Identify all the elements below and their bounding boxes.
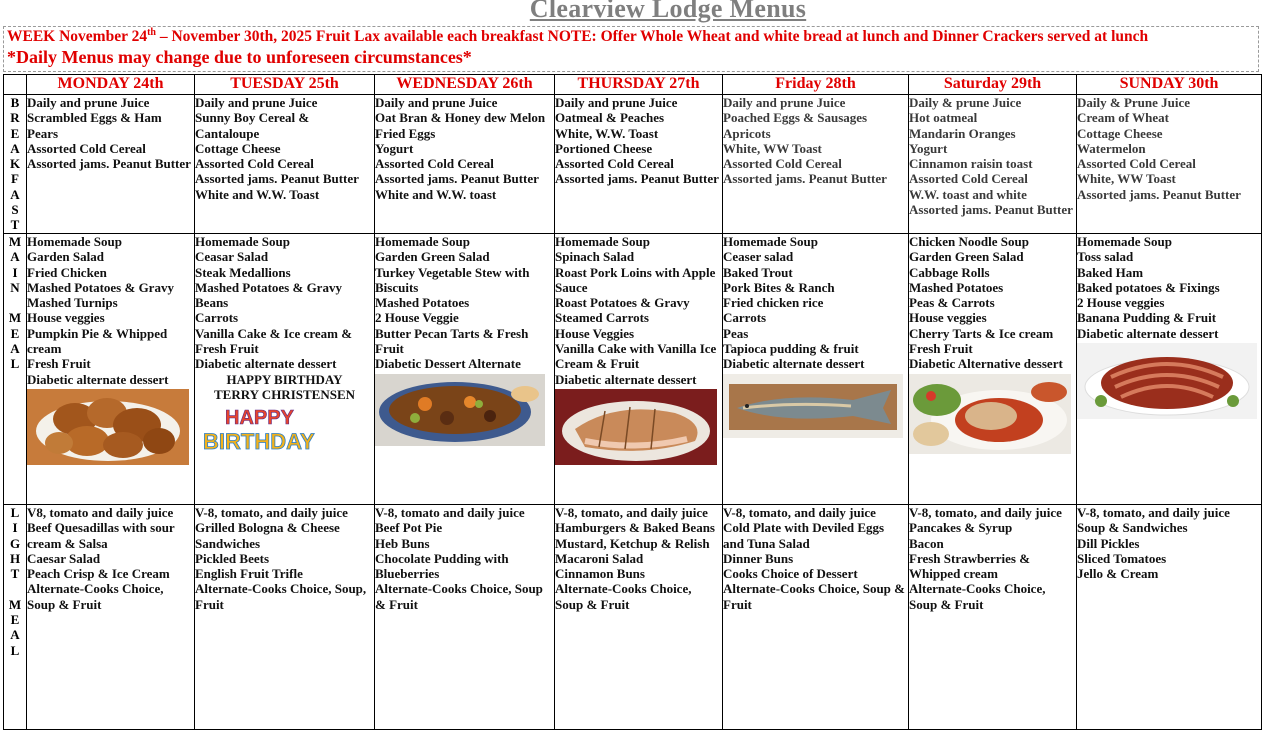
- menu-item: Soup & Sandwiches: [1077, 520, 1188, 536]
- birthday-message: [195, 372, 374, 403]
- menu-item: Diabetic alternate dessert: [555, 371, 697, 387]
- menu-item: Diabetic alternate dessert: [1077, 325, 1219, 341]
- menu-item: Cream of Wheat: [1077, 110, 1169, 126]
- day-header-wednesday: WEDNESDAY 26th: [375, 75, 555, 95]
- light-monday: [27, 505, 195, 730]
- side-letter: M: [8, 234, 22, 249]
- menu-item: Alternate-Cooks Choice, Soup & Fruit: [375, 581, 543, 612]
- menu-item: Tapioca pudding & fruit: [723, 341, 859, 357]
- light-sunday: [1077, 505, 1262, 730]
- menu-item: Yogurt: [375, 140, 414, 156]
- menu-item: Oatmeal & Peaches: [555, 110, 665, 126]
- day-header-thursday: THURSDAY 27th: [555, 75, 723, 95]
- side-letter: A: [10, 627, 20, 643]
- side-letter: M: [8, 596, 22, 612]
- breakfast-monday: [27, 95, 195, 234]
- side-letter: M: [8, 310, 22, 326]
- day-header-sunday: SUNDAY 30th: [1077, 75, 1262, 95]
- menu-item: Roast Potatoes & Gravy: [555, 295, 690, 311]
- menu-item: Cold Plate with Deviled Eggs and Tuna Salad: [723, 520, 885, 551]
- menu-item: Garden Salad: [27, 249, 104, 265]
- menu-item: Sliced Tomatoes: [1077, 550, 1167, 566]
- menu-item: Alternate-Cooks Choice, Soup & Fruit: [27, 581, 164, 612]
- menu-item: V-8, tomato, and daily juice: [555, 505, 708, 520]
- menu-item: Carrots: [195, 310, 239, 326]
- menu-item: Mashed Potatoes: [375, 295, 470, 311]
- side-letter: I: [12, 264, 18, 280]
- menu-item: Assorted Cold Cereal: [723, 156, 842, 172]
- menu-item: Diabetic alternate dessert: [723, 356, 865, 372]
- menu-item: Assorted Cold Cereal: [555, 156, 674, 172]
- menu-item: Alternate-Cooks Choice, Soup, Fruit: [195, 581, 367, 612]
- menu-item: White and W.W. toast: [375, 186, 497, 202]
- side-letter: L: [10, 642, 20, 658]
- menu-item: Apricots: [723, 125, 771, 141]
- menu-item: Oat Bran & Honey dew Melon: [375, 110, 546, 126]
- menu-item: Homemade Soup: [723, 234, 818, 249]
- menu-item: Alternate-Cooks Choice, Soup & Fruit: [723, 581, 905, 612]
- main-saturday-items: [909, 234, 1076, 372]
- menu-item: Cinnamon raisin toast: [909, 156, 1033, 172]
- menu-item: Spinach Salad: [555, 249, 635, 265]
- main-wednesday: [375, 234, 555, 505]
- menu-item: Cottage Cheese: [195, 140, 281, 156]
- light-tuesday: [195, 505, 375, 730]
- main-tuesday-items: [195, 234, 374, 372]
- menu-item: Peach Crisp & Ice Cream: [27, 566, 170, 582]
- menu-item: Hamburgers & Baked Beans: [555, 520, 715, 536]
- menu-item: Toss salad: [1077, 249, 1134, 265]
- main-wednesday-items: [375, 234, 554, 372]
- menu-item: Baked Trout: [723, 264, 793, 280]
- menu-item: Portioned Cheese: [555, 140, 653, 156]
- menu-item: Steamed Carrots: [555, 310, 649, 326]
- birthday-line-2: TERRY CHRISTENSEN: [213, 386, 355, 402]
- side-letter: T: [10, 217, 20, 233]
- breakfast-friday: [723, 95, 909, 234]
- menu-item: Homemade Soup: [1077, 234, 1172, 249]
- menu-item: Assorted jams. Peanut Butter: [195, 171, 359, 187]
- menu-item: Cooks Choice of Dessert: [723, 566, 858, 582]
- main-saturday: [909, 234, 1077, 505]
- menu-item: Fresh Fruit: [909, 341, 973, 357]
- main-thursday-items: [555, 234, 722, 387]
- menu-item: V-8, tomato, and daily juice: [195, 505, 348, 520]
- menu-item: Assorted jams. Peanut Butter: [1077, 186, 1241, 202]
- menu-item: Assorted jams. Peanut Butter: [555, 171, 719, 187]
- menu-item: Homemade Soup: [27, 234, 122, 249]
- menu-item: Assorted jams. Peanut Butter: [27, 156, 191, 172]
- side-letter: K: [9, 156, 21, 172]
- menu-item: Cabbage Rolls: [909, 264, 990, 280]
- main-meal-row: [4, 234, 1262, 505]
- menu-item: Caesar Salad: [27, 550, 101, 566]
- side-letter: R: [10, 110, 20, 126]
- menu-item: Daily and prune Juice: [195, 95, 318, 110]
- light-friday: [723, 505, 909, 730]
- menu-item: Ceaser salad: [723, 249, 794, 265]
- breakfast-saturday: [909, 95, 1077, 234]
- side-letter: A: [10, 341, 20, 357]
- menu-item: Pears: [27, 125, 59, 141]
- menu-item: Mashed Potatoes: [909, 279, 1004, 295]
- menu-item: Poached Eggs & Sausages: [723, 110, 868, 126]
- day-header-monday: MONDAY 24th: [27, 75, 195, 95]
- main-friday: [723, 234, 909, 505]
- menu-item: Pancakes & Syrup: [909, 520, 1013, 536]
- menu-item: Baked potatoes & Fixings: [1077, 279, 1220, 295]
- menu-item: Mashed Potatoes & Gravy: [195, 279, 342, 295]
- breakfast-thursday: [555, 95, 723, 234]
- breakfast-wednesday: [375, 95, 555, 234]
- menu-item: Carrots: [723, 310, 767, 326]
- menu-item: Peas & Carrots: [909, 295, 995, 311]
- menu-item: Mashed Potatoes & Gravy: [27, 279, 174, 295]
- menu-item: Dinner Buns: [723, 550, 794, 566]
- menu-item: Mustard, Ketchup & Relish: [555, 535, 710, 551]
- menu-item: Bacon: [909, 535, 944, 551]
- menu-item: Cottage Cheese: [1077, 125, 1163, 141]
- main-thursday: [555, 234, 723, 505]
- menu-item: Assorted Cold Cereal: [27, 140, 146, 156]
- light-wednesday: [375, 505, 555, 730]
- menu-item: Vanilla Cake with Vanilla Ice Cream & Fruit: [555, 341, 717, 372]
- menu-item: White, WW Toast: [723, 140, 822, 156]
- menu-item: Garden Green Salad: [375, 249, 490, 265]
- menu-item: Assorted Cold Cereal: [909, 171, 1028, 187]
- menu-item: 2 House veggies: [1077, 295, 1165, 311]
- menu-item: Assorted Cold Cereal: [375, 156, 494, 172]
- menu-item: Beef Quesadillas with sour cream & Salsa: [27, 520, 175, 551]
- light-saturday: [909, 505, 1077, 730]
- week-notice: [3, 26, 1259, 72]
- main-sunday-items: [1077, 234, 1261, 341]
- menu-item: Macaroni Salad: [555, 550, 644, 566]
- menu-item: White and W.W. Toast: [195, 186, 320, 202]
- pork-roast-photo: [555, 389, 717, 465]
- banner-birthday-text: BIRTHDAY: [203, 429, 315, 455]
- menu-item: Fried Eggs: [375, 125, 436, 141]
- disclaimer: *Daily Menus may change due to unforeseen circumstances*: [7, 47, 472, 67]
- fried-chicken-photo: [27, 389, 189, 465]
- menu-item: Alternate-Cooks Choice, Soup & Fruit: [555, 581, 692, 612]
- menu-item: Garden Green Salad: [909, 249, 1024, 265]
- menu-item: Daily & prune Juice: [909, 95, 1022, 110]
- breakfast-tuesday: [195, 95, 375, 234]
- side-letter: L: [10, 356, 20, 372]
- side-letter: I: [12, 520, 18, 536]
- breakfast-side-label: [4, 95, 27, 234]
- menu-item: Dill Pickles: [1077, 535, 1140, 551]
- menu-item: Mandarin Oranges: [909, 125, 1016, 141]
- day-header-saturday: Saturday 29th: [909, 75, 1077, 95]
- main-monday: [27, 234, 195, 505]
- menu-item: Daily and prune Juice: [375, 95, 498, 110]
- menu-item: Watermelon: [1077, 140, 1146, 156]
- side-letter: F: [11, 171, 19, 187]
- menu-item: House Veggies: [555, 325, 635, 341]
- main-meal-side-label: [4, 234, 27, 505]
- side-letter: E: [10, 125, 20, 141]
- weekly-menu-table: [3, 74, 1262, 730]
- menu-item: V-8, tomato and daily juice: [375, 505, 525, 520]
- menu-item: House veggies: [27, 310, 105, 326]
- page-title: Clearview Lodge Menus: [529, 0, 807, 23]
- side-letter: L: [10, 505, 20, 520]
- menu-item: House veggies: [909, 310, 987, 326]
- menu-item: Hot oatmeal: [909, 110, 978, 126]
- menu-item: V8, tomato and daily juice: [27, 505, 174, 520]
- breakfast-sunday: [1077, 95, 1262, 234]
- main-tuesday: [195, 234, 375, 505]
- menu-item: W.W. toast and white: [909, 186, 1027, 202]
- side-letter: [4, 581, 26, 596]
- menu-item: Beans: [195, 295, 229, 311]
- cabbage-rolls-photo: [909, 374, 1071, 454]
- menu-item: Assorted jams. Peanut Butter: [909, 202, 1073, 218]
- menu-item: Turkey Vegetable Stew with Biscuits: [375, 264, 530, 295]
- menu-item: Fresh Fruit: [27, 356, 91, 372]
- menu-item: Assorted Cold Cereal: [1077, 156, 1196, 172]
- menu-item: Assorted Cold Cereal: [195, 156, 314, 172]
- menu-item: Daily and prune Juice: [723, 95, 846, 110]
- side-letter: B: [10, 95, 20, 110]
- menu-item: Vanilla Cake & Ice cream & Fresh Fruit: [195, 325, 353, 357]
- menu-item: Roast Pork Loins with Apple Sauce: [555, 264, 716, 295]
- side-letter: N: [10, 279, 20, 295]
- main-monday-items: [27, 234, 194, 387]
- day-header-friday: Friday 28th: [723, 75, 909, 95]
- baked-ham-photo: [1077, 343, 1257, 419]
- light-meal-row: [4, 505, 1262, 730]
- side-letter: H: [9, 550, 21, 566]
- menu-item: Butter Pecan Tarts & Fresh Fruit: [375, 325, 529, 357]
- menu-item: V-8, tomato, and daily juice: [723, 505, 876, 520]
- stew-photo: [375, 374, 545, 446]
- menu-item: Beef Pot Pie: [375, 520, 443, 536]
- menu-item: Daily and prune Juice: [27, 95, 150, 110]
- menu-item: Homemade Soup: [555, 234, 650, 249]
- side-letter: S: [11, 202, 19, 218]
- side-letter: E: [10, 325, 20, 341]
- menu-item: Fried chicken rice: [723, 295, 824, 311]
- trout-photo: [723, 374, 903, 438]
- menu-item: Fried Chicken: [27, 264, 107, 280]
- main-friday-items: [723, 234, 908, 372]
- side-letter: E: [10, 612, 20, 628]
- menu-item: Pork Bites & Ranch: [723, 279, 835, 295]
- menu-item: Assorted jams. Peanut Butter: [375, 171, 539, 187]
- menu-item: Homemade Soup: [195, 234, 290, 249]
- menu-item: Baked Ham: [1077, 264, 1144, 280]
- side-letter: A: [10, 186, 20, 202]
- menu-item: Alternate-Cooks Choice, Soup & Fruit: [909, 581, 1046, 612]
- menu-item: Daily & Prune Juice: [1077, 95, 1191, 110]
- menu-item: Pumpkin Pie & Whipped cream: [27, 325, 168, 357]
- menu-item: White, W.W. Toast: [555, 125, 659, 141]
- menu-item: Heb Buns: [375, 535, 430, 551]
- menu-item: Scrambled Eggs & Ham: [27, 110, 162, 126]
- menu-item: Diabetic Dessert Alternate: [375, 356, 521, 372]
- menu-item: Ceasar Salad: [195, 249, 269, 265]
- menu-item: Yogurt: [909, 140, 948, 156]
- week-line: WEEK November 24th – November 30th, 2025 Fruit Lax available each breakfast NOTE: Offer Whole Wheat and white bread at lunch and Dinner Crackers served at lunch: [7, 27, 1149, 46]
- menu-item: Steak Medallions: [195, 264, 291, 280]
- menu-item: Chicken Noodle Soup: [909, 234, 1029, 249]
- menu-item: Peas: [723, 325, 749, 341]
- side-letter: [4, 295, 26, 310]
- menu-item: Homemade Soup: [375, 234, 470, 249]
- menu-item: Diabetic Alternative dessert: [909, 356, 1063, 372]
- menu-item: 2 House Veggie: [375, 310, 459, 326]
- menu-item: English Fruit Trifle: [195, 566, 303, 582]
- menu-item: Diabetic alternate dessert: [27, 371, 169, 387]
- menu-item: Cherry Tarts & Ice cream: [909, 325, 1054, 341]
- menu-item: Chocolate Pudding with Blueberries: [375, 550, 509, 582]
- menu-item: Diabetic alternate dessert: [195, 356, 337, 372]
- corner-cell: [4, 75, 27, 95]
- side-letter: A: [10, 249, 20, 265]
- menu-item: White, WW Toast: [1077, 171, 1176, 187]
- menu-item: Assorted jams. Peanut Butter: [723, 171, 887, 187]
- birthday-banner: [195, 404, 365, 456]
- menu-item: Fresh Strawberries & Whipped cream: [909, 550, 1031, 582]
- menu-item: Banana Pudding & Fruit: [1077, 310, 1217, 326]
- day-header-tuesday: TUESDAY 25th: [195, 75, 375, 95]
- menu-item: Mashed Turnips: [27, 295, 118, 311]
- light-meal-side-label: [4, 505, 27, 730]
- birthday-line-1: HAPPY BIRTHDAY: [226, 371, 343, 387]
- menu-item: Cinnamon Buns: [555, 566, 645, 582]
- menu-item: Grilled Bologna & Cheese Sandwiches: [195, 520, 340, 551]
- menu-item: Daily and prune Juice: [555, 95, 678, 110]
- light-thursday: [555, 505, 723, 730]
- side-letter: T: [10, 566, 20, 582]
- breakfast-row: [4, 95, 1262, 234]
- menu-item: Pickled Beets: [195, 550, 270, 566]
- side-letter: A: [10, 140, 20, 156]
- main-sunday: [1077, 234, 1262, 505]
- banner-happy-text: HAPPY: [225, 407, 294, 430]
- menu-item: V-8, tomato, and daily juice: [1077, 505, 1230, 520]
- menu-item: Sunny Boy Cereal & Cantaloupe: [195, 110, 310, 141]
- side-letter: G: [9, 535, 21, 551]
- menu-item: V-8, tomato, and daily juice: [909, 505, 1062, 520]
- menu-item: Jello & Cream: [1077, 566, 1159, 582]
